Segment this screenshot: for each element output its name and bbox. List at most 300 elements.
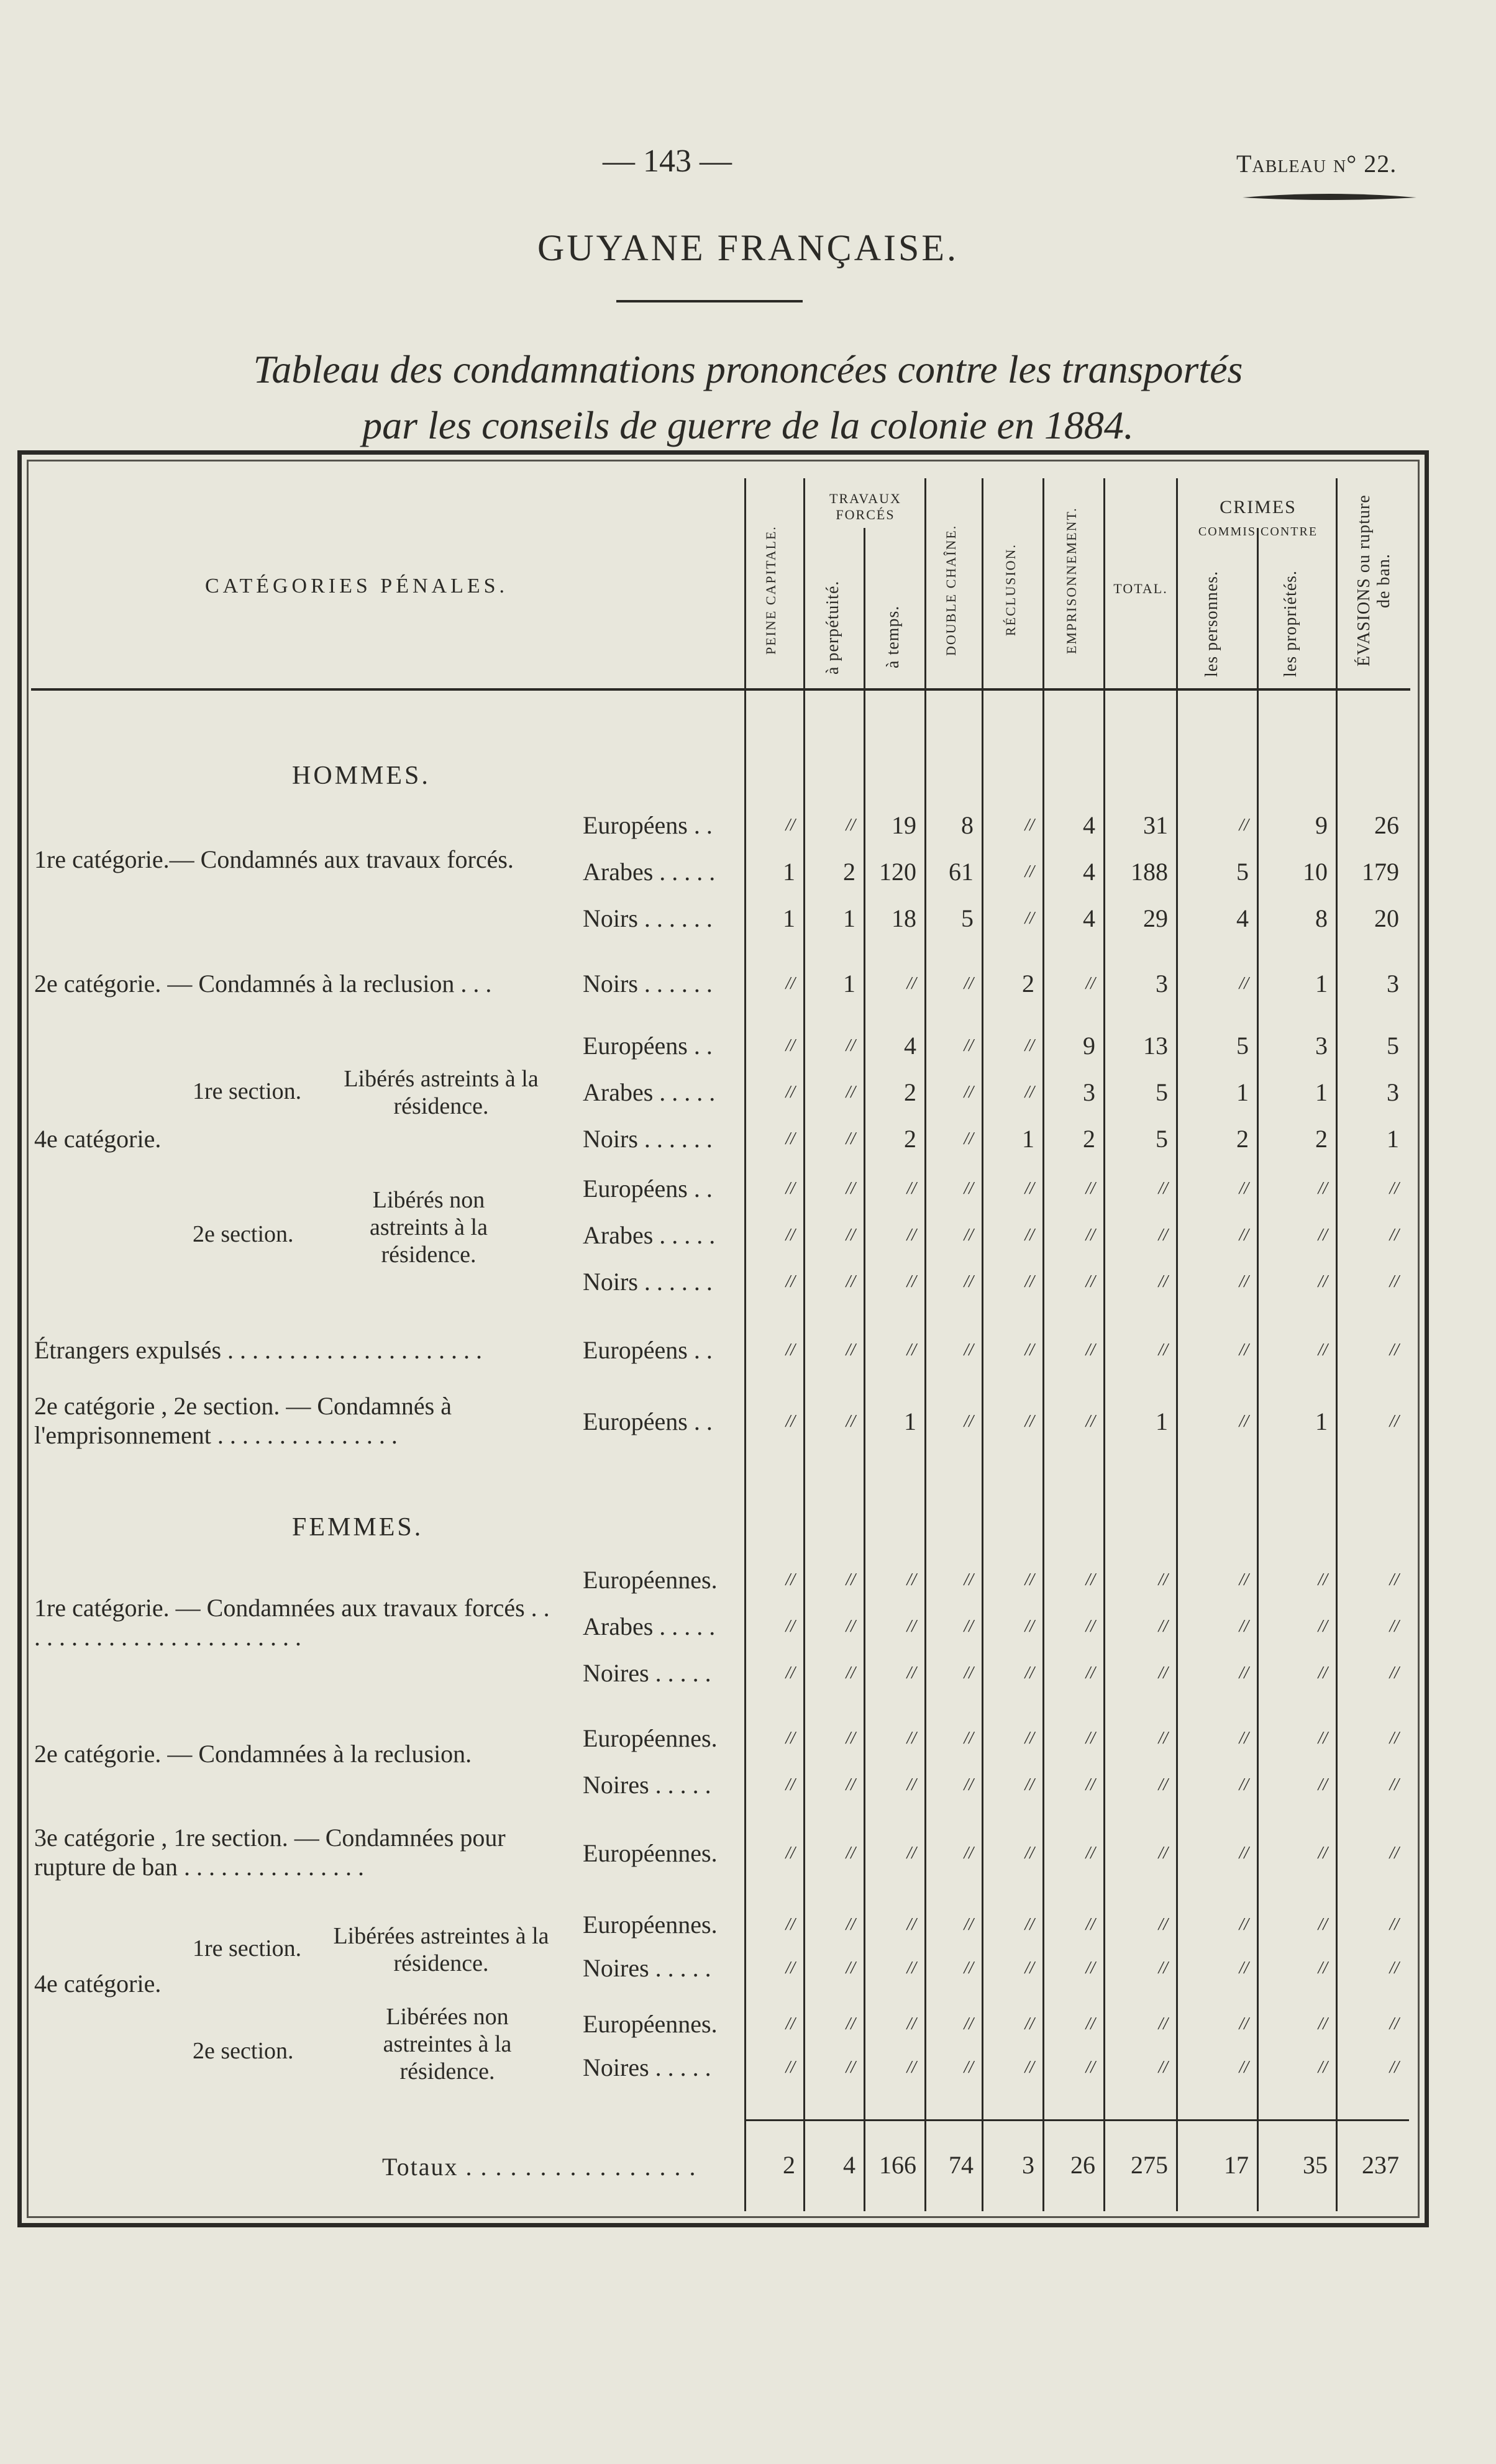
table-cell: // [1389, 1729, 1399, 1748]
header-personnes: les personnes. [1202, 570, 1221, 677]
table-cell: // [1085, 2014, 1095, 2034]
table-cell: 3 [1083, 1078, 1095, 1106]
table-cell: // [964, 1570, 974, 1589]
table-cell: 4 [1236, 904, 1249, 932]
row-origin: Européennes. [583, 1839, 718, 1867]
table-cell: 1 [1315, 1407, 1328, 1435]
table-cell: // [1085, 1729, 1095, 1748]
table-cell: // [1389, 1775, 1399, 1794]
totals-cell: 17 [1224, 2151, 1249, 2179]
table-cell: // [1158, 1915, 1168, 1934]
totals-cell: 3 [1022, 2151, 1034, 2179]
table-cell: // [1024, 1179, 1034, 1198]
table-cell: // [964, 1340, 974, 1360]
table-cell: // [785, 1179, 795, 1198]
subtitle-line-1: Tableau des condamnations prononcées contre les transportés [253, 347, 1243, 391]
table-cell: 26 [1374, 811, 1399, 839]
table-cell: // [1389, 1272, 1399, 1291]
table-cell: // [1239, 1958, 1249, 1978]
table-cell: 61 [949, 858, 974, 886]
table-cell: // [964, 2058, 974, 2077]
table-cell: // [1239, 1663, 1249, 1683]
table-cell: // [846, 1915, 855, 1934]
table-cell: // [1389, 1843, 1399, 1863]
table-cell: 2 [904, 1125, 916, 1153]
header-peine-capitale: PEINE CAPITALE. [763, 525, 778, 655]
table-cell: 1 [1236, 1078, 1249, 1106]
label-f4s2: 2e section. [193, 2038, 294, 2064]
table-cell: 2 [1083, 1125, 1095, 1153]
table-cell: // [964, 1412, 974, 1431]
colony-title: GUYANE FRANÇAISE. [537, 227, 959, 268]
table-cell: // [1024, 1036, 1034, 1055]
table-cell: // [906, 2058, 916, 2077]
table-cell: // [785, 1729, 795, 1748]
table-cell: // [1024, 1225, 1034, 1245]
col-rule [1042, 478, 1044, 2211]
table-cell: // [1318, 1958, 1328, 1978]
table-cell: 1 [1022, 1125, 1034, 1153]
header-perpetuite: à perpétuité. [823, 580, 842, 675]
row-origin: Noirs . . . . . . [583, 904, 713, 932]
table-cell: 3 [1387, 1078, 1399, 1106]
totals-cell: 35 [1303, 2151, 1328, 2179]
table-cell: // [1085, 1915, 1095, 1934]
totals-rule [744, 2119, 1409, 2121]
table-cell: 19 [892, 811, 916, 839]
totals-label: Totaux . . . . . . . . . . . . . . . . [382, 2153, 697, 2181]
table-cell: // [1024, 1083, 1034, 1102]
table-cell: // [1389, 1179, 1399, 1198]
table-cell: 10 [1303, 858, 1328, 886]
table-cell: 2 [1236, 1125, 1249, 1153]
table-cell: // [964, 1272, 974, 1291]
table-cell: // [964, 974, 974, 993]
table-cell: 5 [961, 904, 974, 932]
table-cell: // [1389, 1412, 1399, 1431]
table-cell: // [785, 2058, 795, 2077]
table-cell: // [1318, 1843, 1328, 1863]
col-rule [1336, 478, 1338, 2211]
table-cell: // [1158, 1958, 1168, 1978]
table-cell: 3 [1156, 970, 1168, 998]
table-subtitle [0, 342, 1496, 453]
table-cell: // [785, 974, 795, 993]
table-cell: 5 [1236, 1032, 1249, 1060]
table-cell: // [1239, 1570, 1249, 1589]
table-cell: // [1024, 2014, 1034, 2034]
table-cell: // [1158, 1617, 1168, 1636]
table-cell: // [1239, 1729, 1249, 1748]
label-f3: 3e catégorie , 1re section. — Condamnées pour rupture de ban . . . . . . . . . . . . . . . [34, 1824, 506, 1881]
table-cell: // [1158, 1272, 1168, 1291]
section-hommes: HOMMES. [292, 761, 431, 790]
table-cell: // [906, 1663, 916, 1683]
table-cell: // [964, 1958, 974, 1978]
table-cell: // [846, 1570, 855, 1589]
table-cell: // [1158, 1729, 1168, 1748]
categories-header: CATÉGORIES PÉNALES. [205, 575, 509, 598]
row-origin: Arabes . . . . . [583, 1221, 716, 1249]
label-h2: 2e catégorie. — Condamnés à la reclusion . . . [34, 970, 492, 998]
table-cell: // [1389, 1225, 1399, 1245]
table-cell: // [964, 1915, 974, 1934]
table-cell: // [1239, 2014, 1249, 2034]
table-cell: // [1158, 1179, 1168, 1198]
table-cell: // [964, 2014, 974, 2034]
table-cell: // [906, 1843, 916, 1863]
table-cell: // [846, 1617, 855, 1636]
label-h4: 4e catégorie. [34, 1125, 162, 1153]
table-cell: // [1239, 974, 1249, 993]
table-cell: // [1024, 1272, 1034, 1291]
table-cell: // [1318, 1915, 1328, 1934]
header-emprisonnement: EMPRISONNEMENT. [1064, 507, 1079, 655]
table-cell: // [906, 1617, 916, 1636]
row-origin: Européennes. [583, 1911, 718, 1939]
table-cell: // [785, 1129, 795, 1148]
table-cell: // [906, 1729, 916, 1748]
table-cell: // [1024, 816, 1034, 835]
table-cell: 4 [1083, 904, 1095, 932]
header-crimes: CRIMES [1220, 497, 1297, 517]
table-cell: // [1389, 1958, 1399, 1978]
table-cell: // [906, 2014, 916, 2034]
table-cell: // [785, 2014, 795, 2034]
col-rule [864, 528, 865, 2211]
table-cell: // [1318, 1570, 1328, 1589]
row-origin: Européennes. [583, 1724, 718, 1752]
totals-cell: 237 [1362, 2151, 1399, 2179]
table-cell: 2 [843, 858, 855, 886]
header-double-chaine: DOUBLE CHAÎNE. [943, 524, 959, 656]
table-cell: // [1024, 1570, 1034, 1589]
table-cell: // [1085, 1225, 1095, 1245]
table-cell: // [846, 1958, 855, 1978]
table-cell: // [1239, 1617, 1249, 1636]
totals-cell: 275 [1131, 2151, 1168, 2179]
subtitle-line-2: par les conseils de guerre de la colonie en 1884. [362, 403, 1134, 447]
table-cell: // [1158, 2058, 1168, 2077]
row-origin: Noires . . . . . [583, 1954, 711, 1982]
table-cell: // [846, 1083, 855, 1102]
table-cell: 8 [1315, 904, 1328, 932]
table-cell: // [1085, 1958, 1095, 1978]
table-cell: // [964, 1083, 974, 1102]
table-cell: // [964, 1843, 974, 1863]
table-cell: // [1085, 1570, 1095, 1589]
table-cell: // [1158, 1340, 1168, 1360]
table-cell: 18 [892, 904, 916, 932]
label-f4s2d: Libérées non astreintes à la résidence. [383, 2004, 512, 2084]
table-cell: // [1389, 1915, 1399, 1934]
table-cell: // [1239, 1272, 1249, 1291]
table-cell: // [846, 2014, 855, 2034]
table-cell: // [1158, 1570, 1168, 1589]
table-cell: // [785, 1843, 795, 1863]
row-origin: Européennes. [583, 1566, 718, 1594]
totals-cell: 4 [843, 2151, 855, 2179]
row-origin: Européens . . [583, 1032, 713, 1060]
col-rule [803, 478, 805, 2211]
row-origin: Noires . . . . . [583, 1771, 711, 1799]
table-cell: // [1158, 1775, 1168, 1794]
table-cell: 179 [1362, 858, 1399, 886]
table-cell: 31 [1143, 811, 1168, 839]
table-cell: 3 [1387, 970, 1399, 998]
table-cell: // [1085, 1843, 1095, 1863]
table-cell: 4 [904, 1032, 916, 1060]
table-cell: // [785, 1340, 795, 1360]
table-cell: // [1239, 1775, 1249, 1794]
table-cell: // [846, 1775, 855, 1794]
table-cell: // [1085, 1412, 1095, 1431]
row-origin: Arabes . . . . . [583, 1078, 716, 1106]
table-cell: // [1239, 2058, 1249, 2077]
col-rule [1176, 478, 1178, 2211]
table-cell: // [1024, 1617, 1034, 1636]
table-cell: // [846, 1340, 855, 1360]
table-cell: // [964, 1729, 974, 1748]
label-h4s2d: Libérés non astreints à la résidence. [370, 1187, 488, 1268]
table-cell: // [785, 1915, 795, 1934]
table-cell: // [785, 1412, 795, 1431]
table-cell: 1 [1387, 1125, 1399, 1153]
section-femmes: FEMMES. [292, 1513, 424, 1542]
title-rule [616, 300, 803, 302]
table-cell: // [1318, 1225, 1328, 1245]
table-cell: // [1318, 2014, 1328, 2034]
table-cell: // [1024, 1340, 1034, 1360]
col-rule [1103, 478, 1105, 2211]
header-commis-contre: COMMIS CONTRE [1198, 525, 1318, 539]
table-cell: // [1318, 1179, 1328, 1198]
table-cell: // [1389, 2014, 1399, 2034]
table-cell: // [1024, 1412, 1034, 1431]
table-cell: // [785, 1083, 795, 1102]
table-cell: // [846, 1272, 855, 1291]
table-cell: // [846, 1663, 855, 1683]
table-cell: // [1085, 1179, 1095, 1198]
table-cell: 5 [1156, 1125, 1168, 1153]
page-header [0, 143, 1496, 205]
table-cell: 2 [1022, 970, 1034, 998]
totals-cell: 2 [783, 2151, 795, 2179]
table-cell: // [1024, 1775, 1034, 1794]
table-cell: // [1158, 1843, 1168, 1863]
label-h4s1: 1re section. [193, 1078, 302, 1104]
table-cell: // [1085, 2058, 1095, 2077]
table-cell: // [785, 1663, 795, 1683]
table-cell: // [906, 1958, 916, 1978]
table-cell: // [846, 1179, 855, 1198]
header-reclusion: RÉCLUSION. [1003, 543, 1018, 637]
row-origin: Noires . . . . . [583, 2053, 711, 2081]
table-cell: // [906, 1179, 916, 1198]
table-cell: 1 [843, 904, 855, 932]
table-cell: // [1389, 1340, 1399, 1360]
table-cell: // [785, 816, 795, 835]
table-cell: // [1318, 2058, 1328, 2077]
table-cell: // [1318, 1729, 1328, 1748]
table-cell: 8 [961, 811, 974, 839]
table-cell: // [906, 1775, 916, 1794]
table-cell: // [1389, 1570, 1399, 1589]
table-cell: 20 [1374, 904, 1399, 932]
table-cell: // [785, 1617, 795, 1636]
table-cell: // [846, 1225, 855, 1245]
table-cell: // [1085, 1617, 1095, 1636]
header-proprietes: les propriétés. [1281, 570, 1300, 677]
table-cell: 9 [1083, 1032, 1095, 1060]
table-cell: // [1024, 1915, 1034, 1934]
table-cell: 1 [1315, 970, 1328, 998]
table-cell: // [846, 1729, 855, 1748]
table-cell: // [1318, 1272, 1328, 1291]
label-h2s2: 2e catégorie , 2e section. — Condamnés à l'emprisonnement . . . . . . . . . . . . . . . [34, 1392, 452, 1449]
table-cell: // [1158, 1663, 1168, 1683]
table-cell: // [1085, 1272, 1095, 1291]
table-cell: // [785, 1775, 795, 1794]
table-cell: 29 [1143, 904, 1168, 932]
table-cell: 1 [1156, 1407, 1168, 1435]
table-cell: // [1085, 1775, 1095, 1794]
row-origin: Noires . . . . . [583, 1659, 711, 1687]
table-cell: // [1024, 1958, 1034, 1978]
table-cell: // [1239, 1340, 1249, 1360]
header-evasions: ÉVASIONS ou rupture de ban. [1354, 494, 1393, 667]
label-f4s1: 1re section. [193, 1935, 302, 1962]
row-origin: Noirs . . . . . . [583, 1125, 713, 1153]
table-cell: 1 [904, 1407, 916, 1435]
table-cell: // [964, 1225, 974, 1245]
table-cell: // [1318, 1617, 1328, 1636]
table-cell: 4 [1083, 811, 1095, 839]
page-number: — 143 — [603, 143, 732, 179]
row-origin: Noirs . . . . . . [583, 970, 713, 998]
table-cell: // [1239, 1915, 1249, 1934]
table-cell: // [846, 1036, 855, 1055]
table-cell: 120 [879, 858, 916, 886]
header-travaux-forces: TRAVAUX FORCÉS [829, 491, 901, 522]
table-cell: 13 [1143, 1032, 1168, 1060]
table-cell: // [846, 1843, 855, 1863]
label-h4s1d: Libérés astreints à la résidence. [344, 1066, 539, 1119]
label-f4: 4e catégorie. [34, 1970, 162, 1998]
table-cell: // [1239, 816, 1249, 835]
table-cell: // [1024, 2058, 1034, 2077]
table-cell: // [785, 1225, 795, 1245]
table-cell: // [1318, 1775, 1328, 1794]
table-cell: // [1158, 2014, 1168, 2034]
row-origin: Arabes . . . . . [583, 1612, 716, 1640]
totals-cell: 74 [949, 2151, 974, 2179]
table-cell: // [1024, 1843, 1034, 1863]
table-cell: // [846, 1129, 855, 1148]
label-f2: 2e catégorie. — Condamnées à la reclusion. [34, 1740, 472, 1768]
table-cell: // [906, 1272, 916, 1291]
label-h1: 1re catégorie.— Condamnés aux travaux forcés. [34, 845, 514, 873]
table-cell: // [785, 1272, 795, 1291]
table-cell: // [906, 974, 916, 993]
table-cell: // [906, 1340, 916, 1360]
table-number: Tableau n° 22. [1236, 150, 1397, 178]
table-cell: // [964, 1775, 974, 1794]
table-cell: 4 [1083, 858, 1095, 886]
table-cell: // [964, 1036, 974, 1055]
table-cell: // [785, 1570, 795, 1589]
table-cell: // [785, 1958, 795, 1978]
table-cell: 1 [1315, 1078, 1328, 1106]
row-origin: Européens . . [583, 811, 713, 839]
table-cell: 1 [843, 970, 855, 998]
table-cell: 5 [1236, 858, 1249, 886]
label-etrangers: Étrangers expulsés . . . . . . . . . . . . . . . . . . . . . [34, 1336, 483, 1364]
table-cell: // [1318, 1340, 1328, 1360]
table-cell: // [1024, 1663, 1034, 1683]
row-origin: Européens . . [583, 1175, 713, 1202]
table-cell: // [1389, 1617, 1399, 1636]
table-cell: // [846, 2058, 855, 2077]
table-cell: // [1024, 1729, 1034, 1748]
table-cell: // [1239, 1225, 1249, 1245]
table-cell: // [964, 1179, 974, 1198]
table-cell: // [1024, 862, 1034, 881]
table-cell: // [964, 1663, 974, 1683]
table-cell: 9 [1315, 811, 1328, 839]
header-temps: à temps. [883, 605, 903, 668]
table-cell: // [785, 1036, 795, 1055]
label-f1: 1re catégorie. — Condamnées aux travaux forcés . . . . . . . . . . . . . . . . . . . . . . . . [34, 1594, 550, 1651]
table-cell: 5 [1156, 1078, 1168, 1106]
table-cell: // [846, 816, 855, 835]
table-cell: // [1318, 1663, 1328, 1683]
table-cell: // [1085, 974, 1095, 993]
table-cell: // [1158, 1225, 1168, 1245]
table-cell: 1 [783, 904, 795, 932]
header-total: TOTAL. [1113, 581, 1168, 596]
row-origin: Européens . . [583, 1407, 713, 1435]
table-cell: // [906, 1915, 916, 1934]
totals-cell: 26 [1070, 2151, 1095, 2179]
table-cell: // [1239, 1412, 1249, 1431]
header-bottom-rule [31, 688, 1410, 691]
table-cell: 5 [1387, 1032, 1399, 1060]
table-cell: // [1239, 1179, 1249, 1198]
col-rule [1257, 528, 1259, 2211]
table-cell: // [1085, 1663, 1095, 1683]
row-origin: Européens . . [583, 1336, 713, 1364]
table-cell: 2 [1315, 1125, 1328, 1153]
swash-ornament [1243, 193, 1416, 202]
table-cell: 2 [904, 1078, 916, 1106]
table-cell: // [964, 1617, 974, 1636]
table-cell: // [906, 1225, 916, 1245]
row-origin: Européennes. [583, 2010, 718, 2038]
row-origin: Arabes . . . . . [583, 858, 716, 886]
table-cell: // [1239, 1843, 1249, 1863]
table-cell: 188 [1131, 858, 1168, 886]
table-cell: // [964, 1129, 974, 1148]
table-cell: // [1024, 909, 1034, 928]
label-h4s2: 2e section. [193, 1221, 294, 1247]
table-cell: // [1085, 1340, 1095, 1360]
table-cell: // [906, 1570, 916, 1589]
table-cell: // [1389, 2058, 1399, 2077]
table-cell: // [1389, 1663, 1399, 1683]
totals-cell: 166 [879, 2151, 916, 2179]
row-origin: Noirs . . . . . . [583, 1268, 713, 1296]
